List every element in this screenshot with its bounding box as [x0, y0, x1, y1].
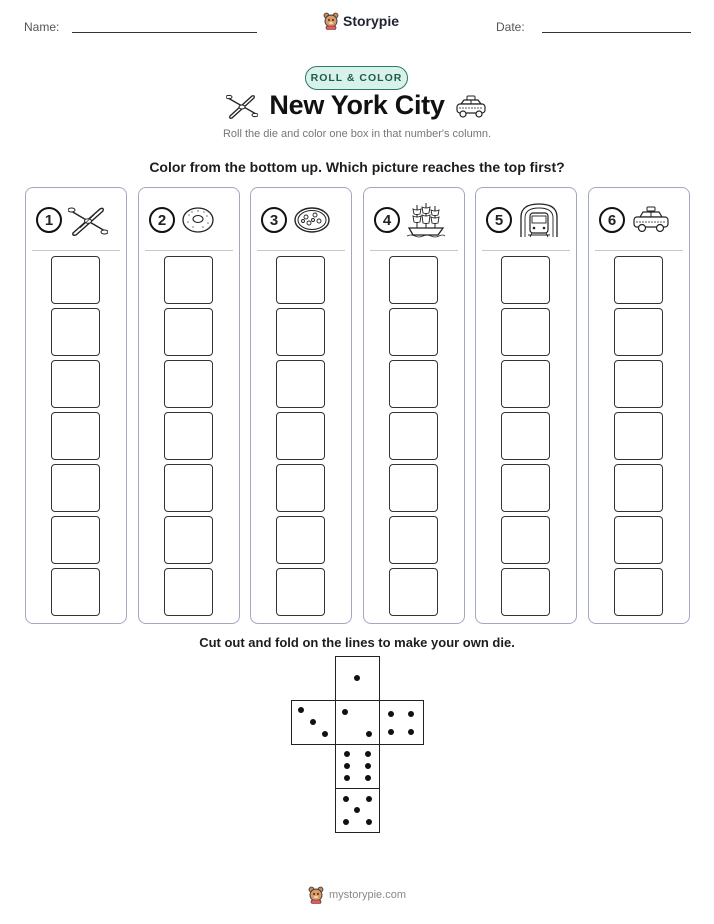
- instruction-text: Color from the bottom up. Which picture reaches the top first?: [149, 159, 565, 175]
- die-pip: [365, 751, 371, 757]
- color-box[interactable]: [164, 412, 213, 460]
- color-box[interactable]: [501, 568, 550, 616]
- color-box[interactable]: [164, 308, 213, 356]
- column-divider: [595, 250, 683, 251]
- die-pip: [365, 763, 371, 769]
- color-box[interactable]: [276, 568, 325, 616]
- color-box[interactable]: [389, 308, 438, 356]
- date-line[interactable]: [542, 32, 691, 33]
- color-box[interactable]: [501, 256, 550, 304]
- die-pip: [388, 711, 394, 717]
- color-box[interactable]: [276, 412, 325, 460]
- pizza-icon: [293, 206, 331, 234]
- color-box[interactable]: [501, 412, 550, 460]
- color-box[interactable]: [501, 464, 550, 512]
- column-number: 6: [599, 207, 625, 233]
- color-box[interactable]: [51, 516, 100, 564]
- die-face-5: [335, 788, 380, 833]
- subway-train-icon: [518, 201, 560, 239]
- column-4: [363, 187, 465, 624]
- color-box[interactable]: [164, 256, 213, 304]
- column-number: 4: [374, 207, 400, 233]
- color-box[interactable]: [501, 308, 550, 356]
- column-number: 5: [486, 207, 512, 233]
- color-box[interactable]: [164, 360, 213, 408]
- column-5: [475, 187, 577, 624]
- color-box[interactable]: [389, 568, 438, 616]
- die-face-1: [335, 656, 380, 701]
- color-box[interactable]: [51, 568, 100, 616]
- die-pip: [366, 731, 372, 737]
- column-header: [261, 202, 341, 238]
- column-6: [588, 187, 690, 624]
- die-pip: [366, 819, 372, 825]
- bear-logo-icon: [308, 886, 324, 904]
- color-box[interactable]: [389, 464, 438, 512]
- column-divider: [370, 250, 458, 251]
- color-box[interactable]: [614, 256, 663, 304]
- column-header: [36, 202, 116, 238]
- die-pip: [366, 796, 372, 802]
- die-pip: [322, 731, 328, 737]
- color-box[interactable]: [51, 308, 100, 356]
- color-box[interactable]: [389, 412, 438, 460]
- date-label: Date:: [496, 20, 525, 34]
- column-header: [486, 202, 566, 238]
- column-number: 3: [261, 207, 287, 233]
- column-1: [25, 187, 127, 624]
- color-box[interactable]: [164, 568, 213, 616]
- die-pip: [342, 709, 348, 715]
- brand-logo: [323, 12, 399, 30]
- die-pip: [354, 675, 360, 681]
- color-box[interactable]: [614, 464, 663, 512]
- name-label: Name:: [24, 20, 60, 34]
- sailing-ship-icon: [406, 202, 446, 238]
- column-header: [374, 202, 454, 238]
- color-box[interactable]: [501, 516, 550, 564]
- color-box[interactable]: [389, 516, 438, 564]
- die-face-4: [379, 700, 424, 745]
- roll-color-badge: ROLL & COLOR: [305, 66, 408, 90]
- color-box[interactable]: [614, 308, 663, 356]
- die-pip: [344, 775, 350, 781]
- color-box[interactable]: [276, 360, 325, 408]
- column-number: 1: [36, 207, 62, 233]
- color-box[interactable]: [501, 360, 550, 408]
- bagel-icon: [181, 206, 215, 234]
- column-2: [138, 187, 240, 624]
- cut-instruction: Cut out and fold on the lines to make your own die.: [199, 635, 515, 650]
- die-face-6: [335, 744, 380, 789]
- column-divider: [257, 250, 345, 251]
- name-line[interactable]: [72, 32, 257, 33]
- color-box[interactable]: [164, 464, 213, 512]
- die-pip: [344, 751, 350, 757]
- color-box[interactable]: [276, 464, 325, 512]
- column-divider: [482, 250, 570, 251]
- taxi-icon: [454, 94, 488, 120]
- die-pip: [408, 729, 414, 735]
- taxi-icon: [631, 205, 671, 235]
- die-pip: [365, 775, 371, 781]
- column-number: 2: [149, 207, 175, 233]
- color-box[interactable]: [614, 568, 663, 616]
- column-header: [599, 202, 679, 238]
- color-box[interactable]: [614, 412, 663, 460]
- column-divider: [145, 250, 233, 251]
- die-pip: [310, 719, 316, 725]
- column-header: [149, 202, 229, 238]
- color-box[interactable]: [51, 256, 100, 304]
- color-box[interactable]: [614, 360, 663, 408]
- die-pip: [298, 707, 304, 713]
- die-pip: [343, 819, 349, 825]
- die-pip: [354, 807, 360, 813]
- color-box[interactable]: [614, 516, 663, 564]
- color-box[interactable]: [276, 256, 325, 304]
- footer-url[interactable]: mystorypie.com: [329, 889, 407, 901]
- page-title: New York City: [269, 90, 445, 120]
- die-face-3: [291, 700, 336, 745]
- die-pip: [388, 729, 394, 735]
- color-box[interactable]: [51, 412, 100, 460]
- brand-name: Storypie: [343, 13, 400, 29]
- color-box[interactable]: [51, 464, 100, 512]
- die-pip: [344, 763, 350, 769]
- color-box[interactable]: [164, 516, 213, 564]
- color-box[interactable]: [276, 516, 325, 564]
- color-box[interactable]: [51, 360, 100, 408]
- die-pip: [408, 711, 414, 717]
- die-pip: [343, 796, 349, 802]
- column-3: [250, 187, 352, 624]
- footer: [308, 886, 406, 904]
- color-box[interactable]: [389, 256, 438, 304]
- color-box[interactable]: [276, 308, 325, 356]
- column-divider: [32, 250, 120, 251]
- kayak-icon: [68, 203, 108, 237]
- color-box[interactable]: [389, 360, 438, 408]
- bear-logo-icon: [323, 12, 339, 30]
- subtitle: Roll the die and color one box in that number's column.: [222, 128, 492, 140]
- die-face-2: [335, 700, 380, 745]
